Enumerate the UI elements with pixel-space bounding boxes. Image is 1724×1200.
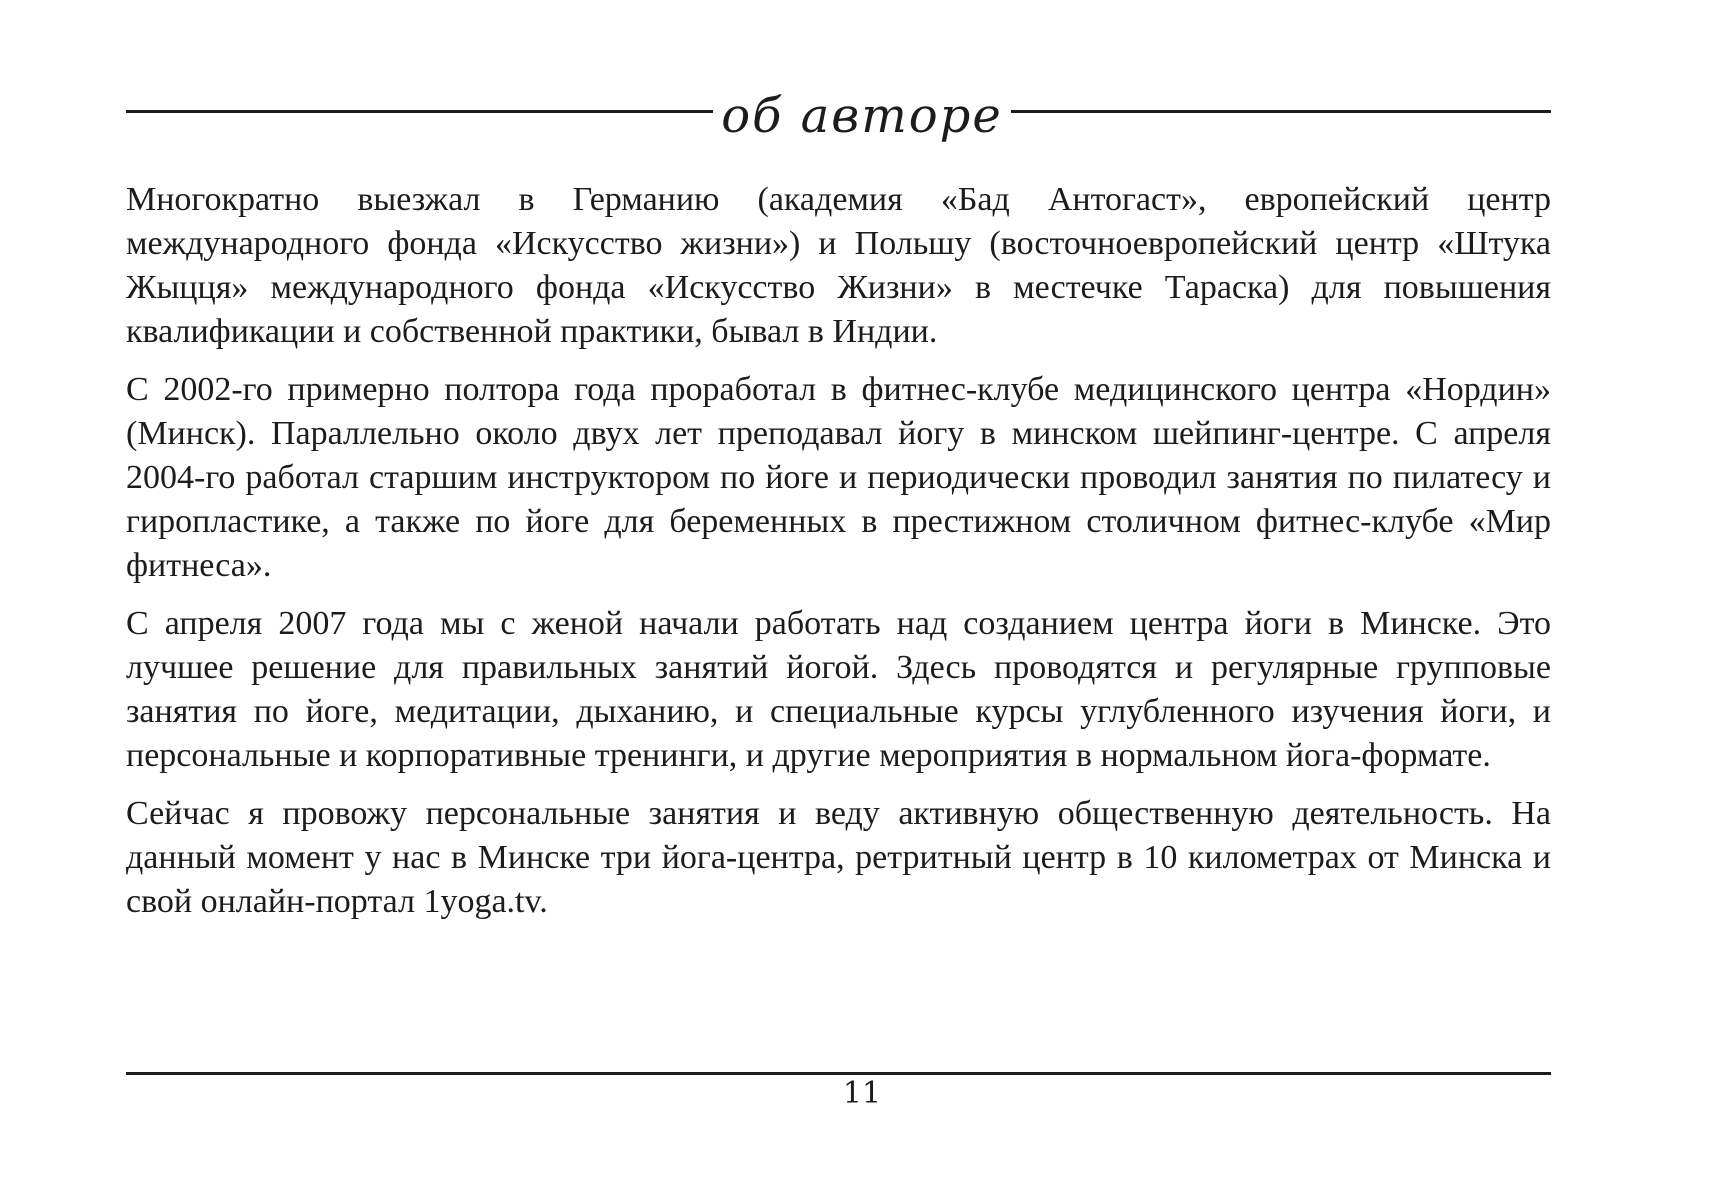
paragraph-1: Многократно выезжал в Германию (академия «Бад Антогаст», европейский центр международного фонда «Искусство жизни») и Польшу (восточноевропейский центр «Штука Жыцця» международного фонда «Искусство Жизни» в местечке Тараска) для повышения квалификации и собственной практики, бывал в Индии. [126, 181, 1551, 350]
paragraph-4: Сейчас я провожу персональные занятия и веду активную общественную деятельность. На данный момент у нас в Минске три йога-центра, ретритный центр в 10 километрах от Минска и свой онлайн-портал 1yoga.tv. [126, 795, 1551, 920]
paragraph-3: С апреля 2007 года мы с женой начали работать над созданием центра йоги в Минске. Это лучшее решение для правильных занятий йогой. Здесь проводятся и регулярные групповые занятия по йоге, медитации, дыханию, и специальные курсы углубленного изучения йоги, и персональные и корпоративные тренинги, и другие мероприятия в нормальном йога-формате. [126, 605, 1551, 774]
running-header [0, 86, 1724, 152]
page-number: 11 [842, 1076, 882, 1111]
paragraph-2: С 2002-го примерно полтора года проработал в фитнес-клубе медицинского центра «Нордин» (Минск). Параллельно около двух лет преподавал йогу в минском шейпинг-центре. С апреля 2004-го работал старшим инструктором по йоге и периодически проводил занятия по пилатесу и гиропластике, а также по йоге для беременных в престижном столичном фитнес-клубе «Мир фитнеса». [126, 371, 1551, 584]
body-text [126, 178, 1551, 938]
section-title: об авторе [713, 86, 1011, 146]
